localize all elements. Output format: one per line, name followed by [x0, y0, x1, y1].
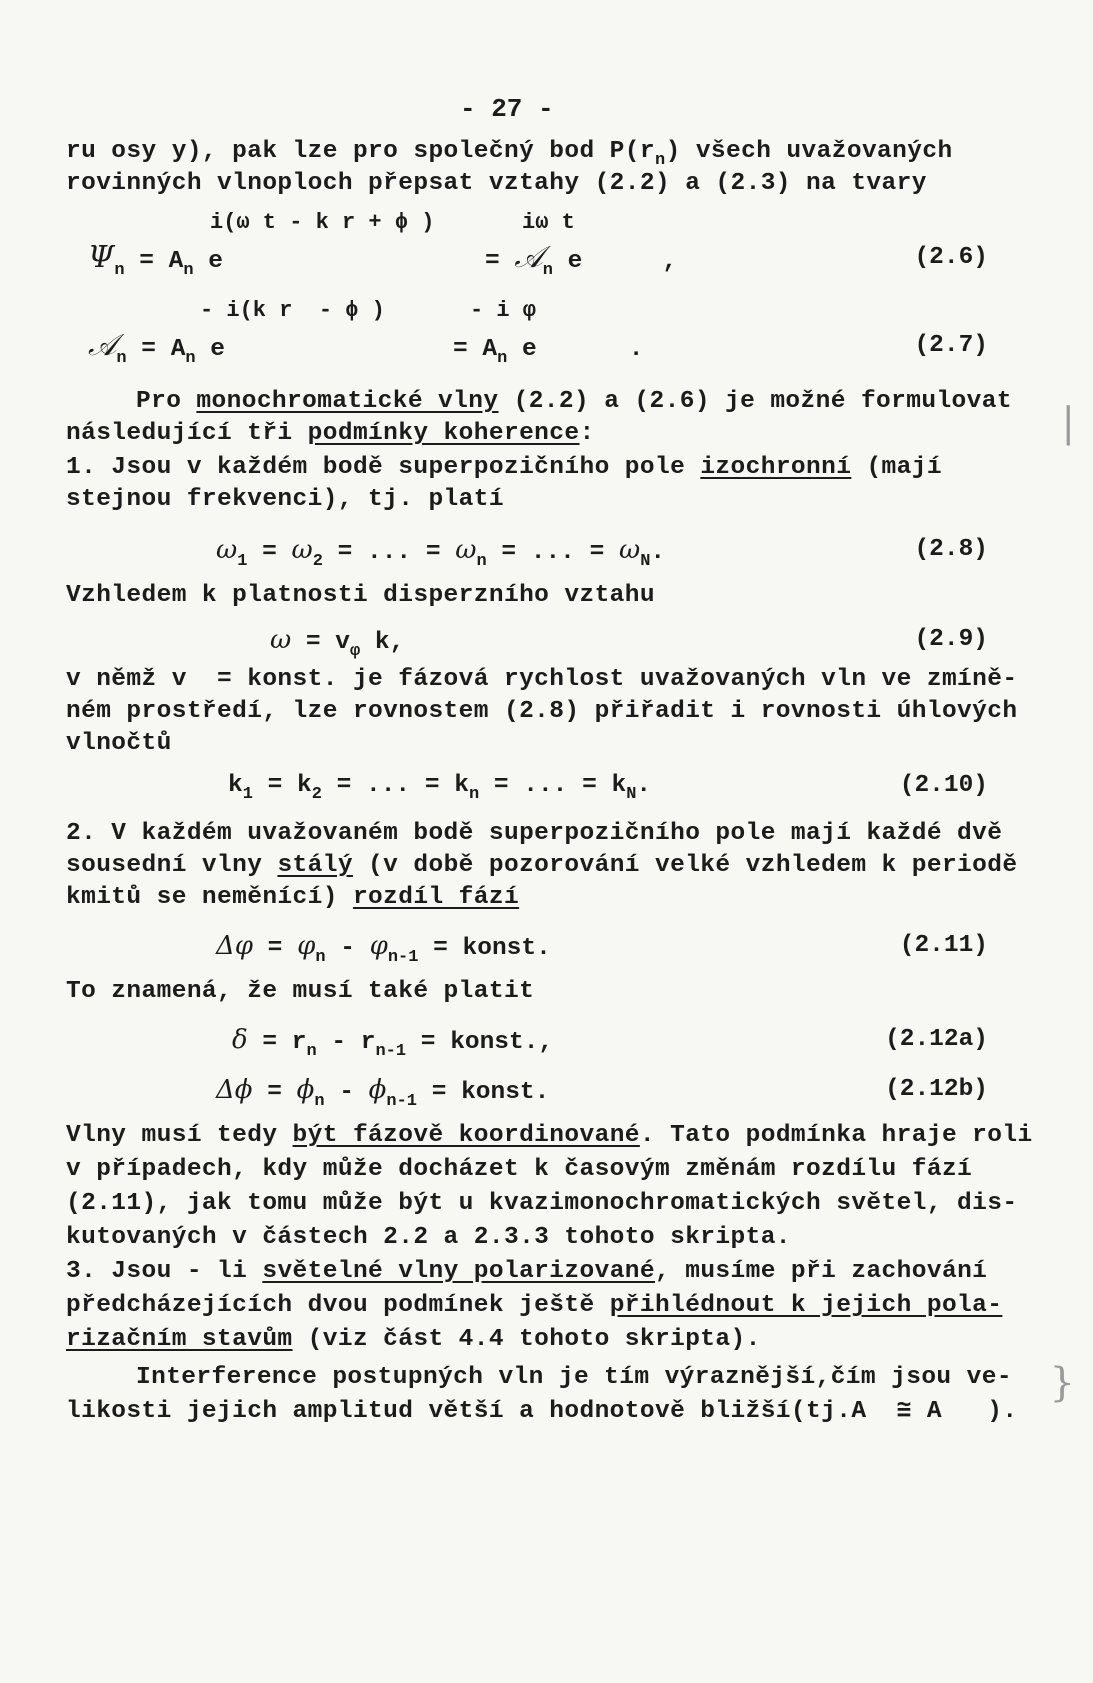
eq-2-12a-body: $\delta = r_n - r_{n-1}$ = konst., — [232, 1025, 554, 1061]
margin-brace-mark: } — [1049, 1360, 1075, 1406]
cond1-post: (mají — [851, 454, 942, 481]
margin-bracket-mark: | — [1061, 400, 1075, 446]
para3-line-1 — [66, 1120, 1033, 1152]
eq-2-11-number: (2.11) — [899, 932, 988, 959]
psi-symbol: Ψ — [88, 240, 115, 275]
eq-2-7-number: (2.7) — [914, 332, 988, 359]
cond3-l3-post: (viz část 4.4 tohoto skripta). — [292, 1326, 761, 1353]
eq-2-7-body: 𝒜$_n$ = $A_n$ $e = A_n$ e . — [88, 328, 644, 368]
para1-line-1 — [136, 386, 1012, 418]
intro-text-end: ) všech uvažovaných — [665, 138, 953, 165]
cond3-line-2 — [66, 1290, 1002, 1322]
intro-text: ru osy y), pak lze pro společný bod P(r — [66, 138, 655, 165]
phase-coordinated-term: být fázově koordinované — [292, 1122, 640, 1149]
polarized-waves-term: světelné vlny polarizované — [262, 1258, 656, 1285]
cond1-line-1 — [66, 452, 942, 484]
must-line: To znamená, že musí také platit — [66, 978, 535, 1005]
eq-2-8-number: (2.8) — [914, 536, 988, 563]
eq-2-6-number: (2.6) — [914, 244, 988, 271]
isochronous-term: izochronní — [700, 454, 852, 481]
coherence-conditions-term: podmínky koherence — [307, 420, 580, 447]
cond2-line-3 — [66, 882, 519, 914]
para1-pre: Pro — [136, 388, 197, 415]
eq-2-12a-number: (2.12a) — [885, 1026, 988, 1053]
para3-line-3: (2.11), jak tomu může být u kvazimonochromatických světel, dis- — [66, 1190, 1018, 1217]
para2-line-2: ném prostředí, lze rovnostem (2.8) přiřadit i rovnosti úhlových — [66, 698, 1018, 725]
para1-l2-pre: následující tři — [66, 420, 308, 447]
cond2-l3-pre: kmitů se neměnící) — [66, 884, 353, 911]
cond1-line-2: stejnou frekvenci), tj. platí — [66, 486, 504, 513]
cond3-l2-pre: předcházejících dvou podmínek ještě — [66, 1292, 610, 1319]
polarization-consider-term: přihlédnout k jejich pola- — [609, 1292, 1003, 1319]
intro-line-2: rovinných vlnoploch přepsat vztahy (2.2) a (2.3) na tvary — [66, 170, 927, 197]
para3-pre: Vlny musí tedy — [66, 1122, 293, 1149]
eq-2-7-exponent-1: - i(k r - ϕ ) — [200, 298, 385, 323]
eq-2-9-number: (2.9) — [914, 626, 988, 653]
eq-2-6-exponent-2: iω t — [522, 210, 575, 235]
para4-line-2: likosti jejich amplitud větší a hodnotově bližší(tj.A ≅ A ). — [66, 1398, 1018, 1425]
para1-post: (2.2) a (2.6) je možné formulovat — [498, 388, 1012, 415]
eq-2-9-body: $\omega = v_\varphi$ k, — [270, 625, 405, 661]
cond3-line-1 — [66, 1256, 987, 1288]
para3-post: . Tato podmínka hraje roli — [639, 1122, 1033, 1149]
cond2-l2-post: (v době pozorování velké vzhledem k periodě — [352, 852, 1018, 879]
para3-line-4: kutovaných v částech 2.2 a 2.3.3 tohoto skripta. — [66, 1224, 791, 1251]
eq-2-6-body: $\Psi_n = A_n$ e = 𝒜$_n$ e , — [88, 240, 678, 280]
eq-2-10-number: (2.10) — [899, 772, 988, 799]
eq-2-12b-body: $\Delta\phi = \phi_n - \phi_{n-1}$ = konst. — [216, 1075, 550, 1111]
script-a-symbol: 𝒜 — [88, 328, 117, 363]
phase-difference-term: rozdíl fází — [352, 884, 520, 911]
dispersion-line: Vzhledem k platnosti disperzního vztahu — [66, 582, 655, 609]
para3-line-2: v případech, kdy může docházet k časovým změnám rozdílu fází — [66, 1156, 973, 1183]
cond2-l2-pre: sousední vlny — [66, 852, 278, 879]
cond2-line-2 — [66, 850, 1017, 882]
para1-line-2 — [66, 418, 595, 450]
stable-term: stálý — [277, 852, 353, 879]
cond3-post: , musíme při zachování — [655, 1258, 988, 1285]
intro-subscript: n — [655, 151, 666, 170]
eq-2-11-body: $\Delta\varphi = \varphi_n - \varphi_{n-1}$ = konst. — [216, 931, 551, 967]
eq-2-12b-number: (2.12b) — [885, 1076, 988, 1103]
para2-line-3: vlnočtů — [66, 730, 172, 757]
para4-line-1: Interference postupných vln je tím výraznější,čím jsou ve- — [136, 1364, 1012, 1391]
page-number: - 27 - — [460, 94, 554, 124]
eq-2-8-body: $\omega_1 = \omega_2$ = ... = $\omega_n$ = ... = $\omega_N$. — [216, 535, 666, 571]
cond3-pre: 3. Jsou - li — [66, 1258, 263, 1285]
monochromatic-waves-term: monochromatické vlny — [196, 388, 499, 415]
eq-2-6-exponent-1: i(ω t - k r + ϕ ) — [210, 210, 435, 235]
cond2-line-1: 2. V každém uvažovaném bodě superpozičního pole mají každé dvě — [66, 820, 1003, 847]
para1-l2-post: : — [579, 420, 595, 447]
cond1-pre: 1. Jsou v každém bodě superpozičního pole — [66, 454, 701, 481]
polarization-states-term: rizačním stavům — [66, 1326, 293, 1353]
eq-2-7-exponent-2: - i φ — [470, 298, 537, 323]
para2-line-1: v němž v = konst. je fázová rychlost uvažovaných vln ve zmíně- — [66, 666, 1018, 693]
cond3-line-3 — [66, 1324, 761, 1356]
eq-2-10-body: $k_1 = k_2$ = ... = $k_n$ = ... = $k_N$. — [228, 772, 652, 804]
